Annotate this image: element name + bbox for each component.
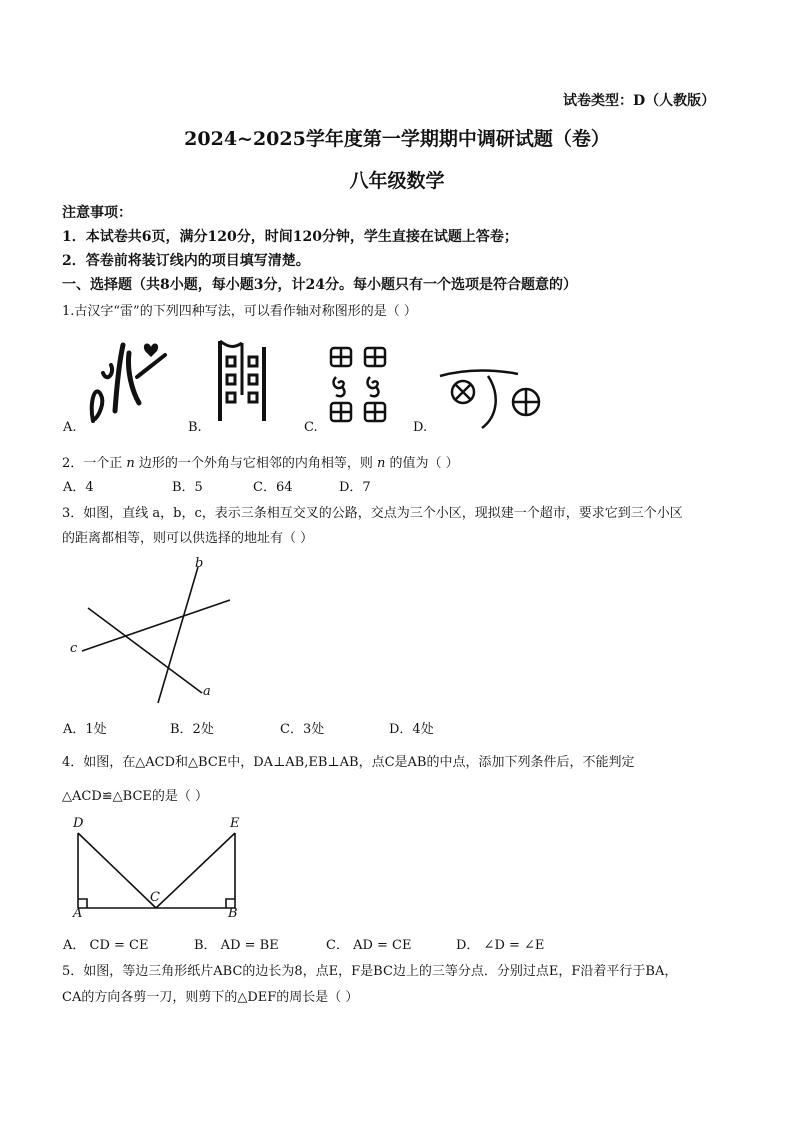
q2-option-c: C．64 <box>253 480 293 495</box>
q3-option-a: A．1处 <box>63 722 107 737</box>
q3-line-2: 的距离都相等，则可以供选择的地址有（ ） <box>62 531 314 546</box>
q5-line-2: CA的方向各剪一刀，则剪下的△DEF的周长是（ ） <box>62 990 359 1005</box>
q5-line-1: 5．如图，等边三角形纸片ABC的边长为8，点E，F是BC边上的三等分点．分别过点E，F沿着平行于BA， <box>62 964 678 979</box>
q4-label-d: D <box>73 816 84 831</box>
q1-figure-b <box>212 335 272 425</box>
q3-label-c: c <box>70 641 78 656</box>
q4-option-a: A． CD = CE <box>63 938 149 953</box>
q4-segment-dc <box>78 833 156 908</box>
q2-text <box>62 452 459 471</box>
q2-option-b: B．5 <box>172 480 203 495</box>
q3-option-c: C．3处 <box>280 722 325 737</box>
q3-line-1: 3．如图，直线 a，b，c，表示三条相互交叉的公路，交点为三个小区，现拟建一个超市，要求它到三个小区 <box>62 506 683 521</box>
q4-figure <box>70 815 250 925</box>
q4-label-c: C <box>150 890 160 905</box>
q3-line-a <box>88 608 202 693</box>
notes-item-2: 2．答卷前将装订线内的项目填写清楚。 <box>62 253 310 269</box>
q1-option-a: A. <box>63 420 77 435</box>
paper-type: 试卷类型：D（人教版） <box>563 93 716 109</box>
q4-line-1: 4．如图，在△ACD和△BCE中，DA⊥AB,EB⊥AB，点C是AB的中点，添加下列条件后，不能判定 <box>62 755 635 770</box>
q1-option-d: D. <box>413 420 428 435</box>
q4-line-2: △ACD≌△BCE的是（ ） <box>62 789 209 804</box>
notes-item-1: 1．本试卷共6页，满分120分，时间120分钟，学生直接在试题上答卷； <box>62 229 518 245</box>
q3-figure <box>60 555 260 705</box>
q3-line-b <box>158 567 198 703</box>
q3-option-b: B．2处 <box>170 722 214 737</box>
q3-option-d: D．4处 <box>389 722 434 737</box>
q4-segment-ce <box>156 833 235 908</box>
q2-text-after: 的值为（ ） <box>385 456 459 471</box>
q3-label-b: b <box>195 556 204 571</box>
q1-option-c: C. <box>304 420 318 435</box>
q2-var-n: n <box>126 456 135 471</box>
q3-line-c <box>82 600 230 651</box>
q2-option-a: A．4 <box>63 480 94 495</box>
q4-label-b: B <box>228 906 238 921</box>
q1-figure-a <box>85 333 175 425</box>
q2-text-middle: 边形的一个外角与它相邻的内角相等，则 <box>134 456 378 471</box>
q2-option-d: D．7 <box>339 480 371 495</box>
q4-option-b: B． AD = BE <box>194 938 279 953</box>
q4-label-a: A <box>73 906 83 921</box>
q1-text: 1.古汉字“雷”的下列四种写法，可以看作轴对称图形的是（ ） <box>62 304 417 319</box>
q1-figure-c <box>328 345 390 425</box>
q2-var-n-2: n <box>377 456 386 471</box>
exam-title: 2024~2025学年度第一学期期中调研试题（卷） <box>184 128 610 150</box>
exam-subtitle: 八年级数学 <box>349 170 445 192</box>
q1-option-b: B. <box>188 420 202 435</box>
q3-label-a: a <box>203 684 211 699</box>
q1-figure-d <box>438 360 548 432</box>
section-heading: 一、选择题（共8小题，每小题3分，计24分。每小题只有一个选项是符合题意的） <box>62 277 577 293</box>
q4-option-c: C． AD = CE <box>326 938 412 953</box>
q2-text-before: 2．一个正 <box>62 456 127 471</box>
q4-label-e: E <box>230 816 240 831</box>
notes-heading: 注意事项： <box>62 205 132 221</box>
q4-option-d: D． ∠D = ∠E <box>456 938 545 953</box>
